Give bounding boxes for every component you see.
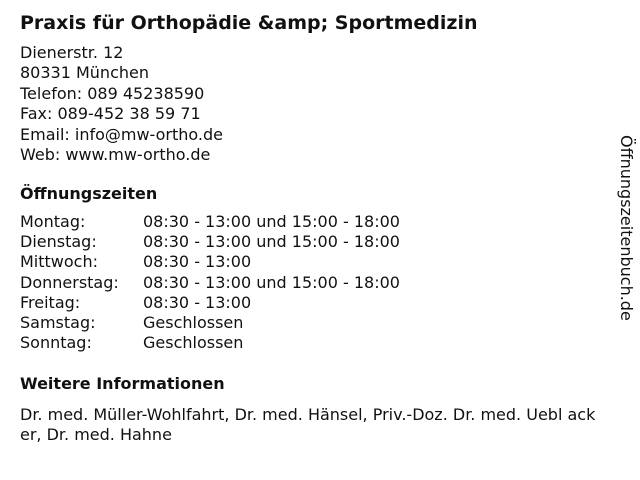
time-value: 08:30 - 13:00 — [143, 252, 252, 272]
hours-row-sunday — [20, 333, 400, 353]
time-value: 08:30 - 13:00 und 15:00 - 18:00 — [143, 232, 400, 252]
day-label: Sonntag: — [20, 333, 92, 353]
day-label: Dienstag: — [20, 232, 97, 252]
city-address: 80331 München — [20, 63, 149, 83]
email-address: Email: info@mw-ortho.de — [20, 124, 223, 144]
day-label: Donnerstag: — [20, 272, 119, 292]
hours-row-wednesday — [20, 252, 400, 272]
doctors-list: Dr. med. Müller-Wohlfahrt, Dr. med. Hänsel, Priv.-Doz. Dr. med. Uebl acker, Dr. med. Hahne — [20, 405, 596, 444]
contact-block — [20, 43, 223, 165]
hours-row-friday — [20, 293, 400, 313]
time-value: 08:30 - 13:00 und 15:00 - 18:00 — [143, 272, 400, 292]
phone-number: Telefon: 089 45238590 — [20, 83, 205, 103]
time-value: Geschlossen — [143, 333, 244, 353]
opening-hours-heading: Öffnungszeiten — [20, 184, 158, 203]
hours-row-saturday — [20, 313, 400, 333]
day-label: Samstag: — [20, 313, 96, 333]
brand-watermark: Öffnungszeitenbuch.de — [617, 135, 636, 321]
hours-row-monday — [20, 212, 400, 232]
time-value: 08:30 - 13:00 — [143, 292, 252, 312]
day-label: Mittwoch: — [20, 252, 98, 272]
website: Web: www.mw-ortho.de — [20, 145, 211, 165]
opening-hours-table — [20, 212, 400, 353]
business-title: Praxis für Orthopädie &amp; Sportmedizin — [20, 12, 478, 34]
time-value: 08:30 - 13:00 und 15:00 - 18:00 — [143, 212, 400, 231]
more-info-heading: Weitere Informationen — [20, 374, 225, 393]
hours-row-thursday — [20, 273, 400, 293]
street-address: Dienerstr. 12 — [20, 43, 124, 62]
day-label: Freitag: — [20, 292, 81, 312]
time-value: Geschlossen — [143, 313, 244, 333]
day-label: Montag: — [20, 212, 86, 231]
fax-number: Fax: 089-452 38 59 71 — [20, 104, 201, 124]
hours-row-tuesday — [20, 232, 400, 252]
